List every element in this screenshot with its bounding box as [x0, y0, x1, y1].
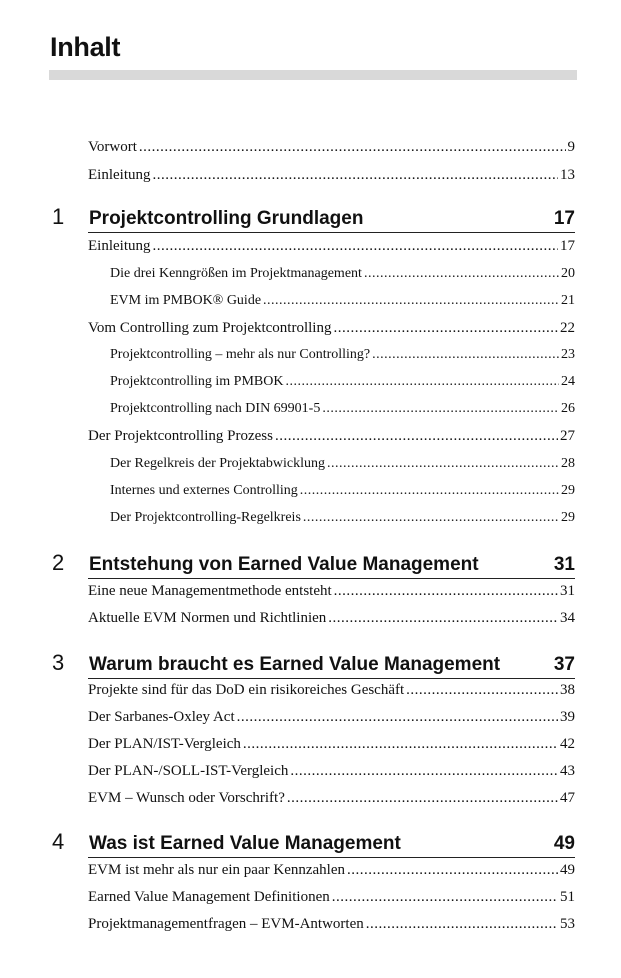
chapter-rule	[88, 678, 575, 679]
chapter-page: 49	[553, 833, 575, 854]
chapter-number: 3	[52, 650, 65, 675]
toc-entry[interactable]	[88, 862, 575, 879]
dot-leader	[287, 790, 558, 807]
toc-entry-title: Internes und externes Controlling	[110, 483, 298, 498]
chapter-page: 17	[553, 208, 575, 229]
dot-leader	[285, 374, 559, 390]
dot-leader	[366, 916, 558, 933]
chapter-title: Warum braucht es Earned Value Management	[89, 654, 501, 675]
title-rule	[49, 70, 577, 80]
toc-entry-page: 29	[561, 483, 575, 498]
chapter-rule	[88, 232, 575, 233]
toc-entry-page: 34	[560, 610, 575, 626]
toc-entry-page: 9	[567, 139, 575, 155]
toc-entry-page: 23	[561, 347, 575, 362]
toc-entry-title: Einleitung	[88, 238, 151, 254]
toc-entry-title: Der Sarbanes-Oxley Act	[88, 709, 235, 725]
dot-leader	[275, 428, 558, 445]
toc-entry-page: 47	[560, 790, 575, 806]
toc-entry-title: Aktuelle EVM Normen und Richtlinien	[88, 610, 327, 626]
toc-subentry[interactable]	[110, 347, 575, 363]
toc-entry[interactable]	[88, 763, 575, 780]
chapter-title: Entstehung von Earned Value Management	[89, 554, 479, 575]
dot-leader	[322, 401, 559, 417]
toc-entry[interactable]	[88, 238, 575, 255]
toc-subentry[interactable]	[110, 510, 575, 526]
toc-entry-page: 27	[560, 428, 575, 444]
toc-entry-title: Der Regelkreis der Projektabwicklung	[110, 456, 325, 471]
toc-entry-title: EVM ist mehr als nur ein paar Kennzahlen	[88, 862, 345, 878]
toc-entry-page: 24	[561, 374, 575, 389]
toc-entry[interactable]	[88, 790, 575, 807]
toc-entry-title: Vorwort	[88, 139, 137, 155]
dot-leader	[347, 862, 558, 879]
toc-entry-title: Der Projektcontrolling Prozess	[88, 428, 273, 444]
dot-leader	[332, 889, 558, 906]
toc-entry[interactable]	[88, 428, 575, 445]
toc-entry-title: Projektmanagementfragen – EVM-Antworten	[88, 916, 364, 932]
chapter-page: 31	[553, 554, 575, 575]
dot-leader	[153, 167, 559, 184]
toc-entry-page: 22	[560, 320, 575, 336]
chapter-title: Was ist Earned Value Management	[89, 833, 401, 854]
toc-subentry[interactable]	[110, 483, 575, 499]
toc-entry-title: Projektcontrolling im PMBOK	[110, 374, 284, 389]
toc-entry-page: 53	[560, 916, 575, 932]
dot-leader	[328, 610, 558, 627]
toc-entry-page: 13	[560, 167, 575, 183]
dot-leader	[153, 238, 559, 255]
toc-entry-page: 29	[561, 510, 575, 525]
toc-entry[interactable]	[88, 320, 575, 337]
chapter-heading[interactable]	[52, 204, 575, 230]
page-title: Inhalt	[50, 32, 121, 62]
chapter-title: Projektcontrolling Grundlagen	[89, 208, 364, 229]
chapter-rule	[88, 857, 575, 858]
toc-entry-title: Die drei Kenngrößen im Projektmanagement	[110, 266, 362, 281]
toc-entry-title: Projekte sind für das DoD ein risikoreiches Geschäft	[88, 682, 405, 698]
chapter-number: 2	[52, 550, 65, 575]
toc-entry-page: 20	[561, 266, 575, 281]
toc-subentry[interactable]	[110, 266, 575, 282]
toc-entry-page: 38	[560, 682, 575, 698]
toc-entry-page: 42	[560, 736, 575, 752]
dot-leader	[303, 510, 559, 526]
dot-leader	[290, 763, 558, 780]
toc-entry[interactable]	[88, 610, 575, 627]
dot-leader	[327, 456, 559, 472]
toc-entry[interactable]	[88, 709, 575, 726]
chapter-heading[interactable]	[52, 650, 575, 676]
toc-entry-title: Der PLAN-/SOLL-IST-Vergleich	[88, 763, 289, 779]
toc-entry-title: Vom Controlling zum Projektcontrolling	[88, 320, 332, 336]
dot-leader	[263, 293, 559, 309]
toc-entry-title: Earned Value Management Definitionen	[88, 889, 330, 905]
toc-entry-title: EVM – Wunsch oder Vorschrift?	[88, 790, 285, 806]
toc-entry-page: 17	[560, 238, 575, 254]
toc-entry-einleitung[interactable]	[88, 167, 575, 184]
toc-entry-page: 51	[560, 889, 575, 905]
dot-leader	[406, 682, 558, 699]
chapter-heading[interactable]	[52, 550, 575, 576]
toc-entry-title: Der Projektcontrolling-Regelkreis	[110, 510, 301, 525]
toc-subentry[interactable]	[110, 293, 575, 309]
chapter-heading[interactable]	[52, 829, 575, 855]
toc-entry-page: 28	[561, 456, 575, 471]
chapter-rule	[88, 578, 575, 579]
toc-subentry[interactable]	[110, 401, 575, 417]
toc-entry-page: 39	[560, 709, 575, 725]
toc-entry-vorwort[interactable]	[88, 139, 575, 156]
toc-entry[interactable]	[88, 682, 575, 699]
dot-leader	[243, 736, 558, 753]
dot-leader	[333, 320, 558, 337]
dot-leader	[364, 266, 559, 282]
toc-entry-title: EVM im PMBOK® Guide	[110, 293, 262, 308]
toc-entry-page: 31	[560, 583, 575, 599]
toc-entry[interactable]	[88, 916, 575, 933]
toc-entry-title: Der PLAN/IST-Vergleich	[88, 736, 241, 752]
toc-subentry[interactable]	[110, 456, 575, 472]
toc-entry-page: 21	[561, 293, 575, 308]
dot-leader	[300, 483, 559, 499]
chapter-number: 4	[52, 829, 65, 854]
toc-entry-title: Einleitung	[88, 167, 151, 183]
toc-entry-title: Projektcontrolling – mehr als nur Controlling?	[110, 347, 371, 362]
dot-leader	[334, 583, 558, 600]
toc-entry[interactable]	[88, 889, 575, 906]
toc-entry-title: Projektcontrolling nach DIN 69901-5	[110, 401, 321, 416]
toc-subentry[interactable]	[110, 374, 575, 390]
toc-entry-page: 43	[560, 763, 575, 779]
dot-leader	[237, 709, 558, 726]
toc-entry[interactable]	[88, 583, 575, 600]
dot-leader	[139, 139, 566, 156]
chapter-number: 1	[52, 204, 65, 229]
chapter-page: 37	[553, 654, 575, 675]
toc-entry-page: 49	[560, 862, 575, 878]
dot-leader	[372, 347, 559, 363]
toc-entry-page: 26	[561, 401, 575, 416]
toc-entry[interactable]	[88, 736, 575, 753]
toc-entry-title: Eine neue Managementmethode entsteht	[88, 583, 332, 599]
